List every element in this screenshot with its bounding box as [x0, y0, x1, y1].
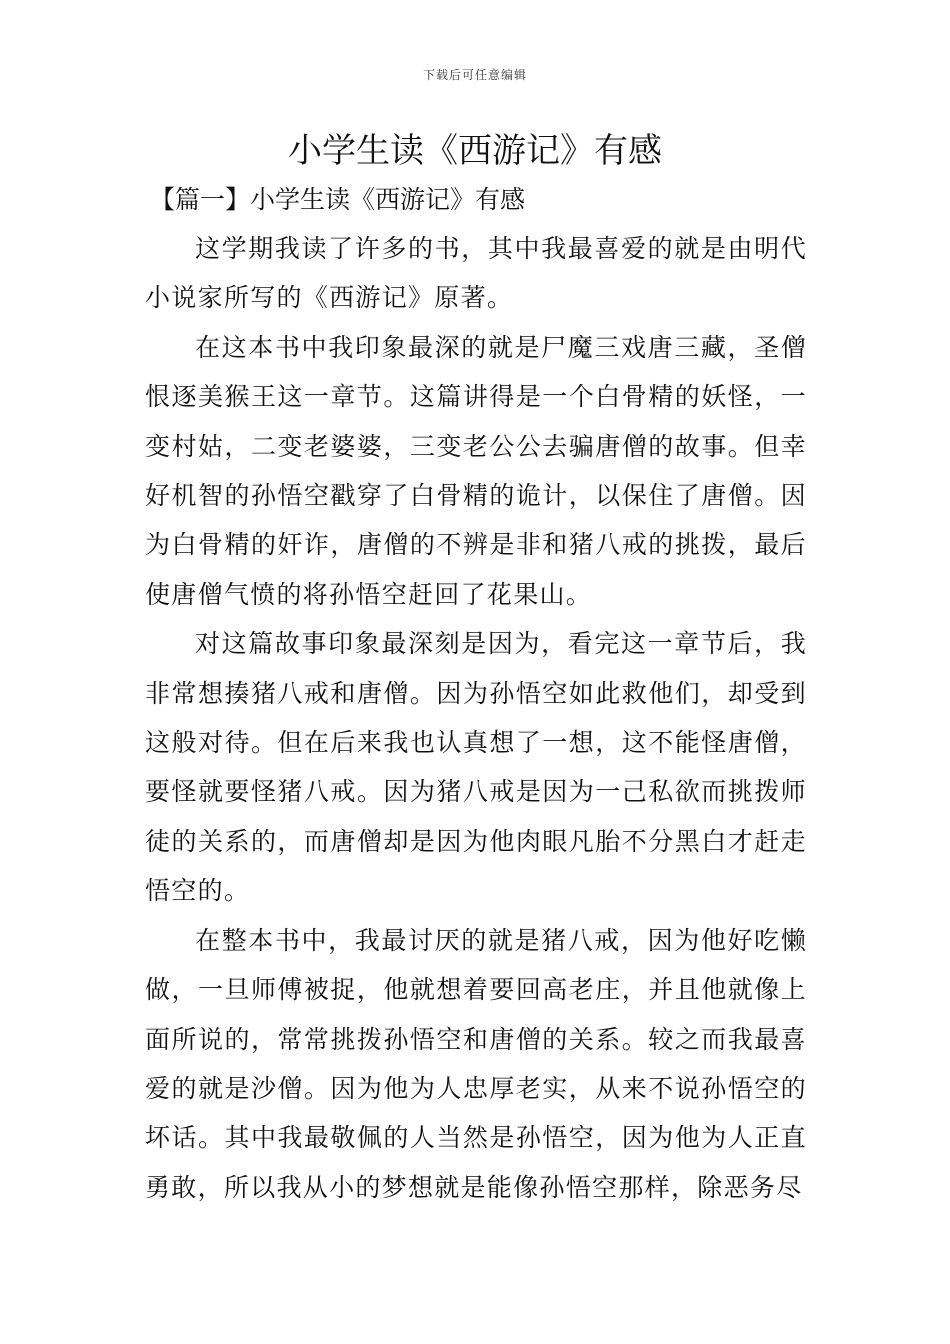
document-body [145, 224, 807, 1212]
paragraph-1: 这学期我读了许多的书，其中我最喜爱的就是由明代小说家所写的《西游记》原著。 [145, 234, 807, 313]
section-heading: 【篇一】小学生读《西游记》有感 [150, 185, 526, 214]
paragraph-4: 在整本书中，我最讨厌的就是猪八戒，因为他好吃懒做，一旦师傅被捉，他就想着要回高老庄，并且他就像上面所说的，常常挑拨孙悟空和唐僧的关系。较之而我最喜爱的就是沙僧。因为他为人忠厚老实，从来不说孙悟空的坏话。其中我最敬佩的人当然是孙悟空，因为他为人正直勇敢，所以我从小的梦想就是能像孙悟空那样，除恶务尽 [145, 925, 807, 1202]
page-header-note: 下载后可任意编辑 [422, 68, 527, 82]
paragraph-3: 对这篇故事印象最深刻是因为，看完这一章节后，我非常想揍猪八戒和唐僧。因为孙悟空如此救他们，却受到这般对待。但在后来我也认真想了一想，这不能怪唐僧，要怪就要怪猪八戒。因为猪八戒是因为一己私欲而挑拨师徒的关系的，而唐僧却是因为他肉眼凡胎不分黑白才赶走悟空的。 [145, 629, 807, 906]
document-title: 小学生读《西游记》有感 [288, 131, 662, 171]
paragraph-2: 在这本书中我印象最深的就是尸魔三戏唐三藏，圣僧恨逐美猴王这一章节。这篇讲得是一个白骨精的妖怪，一变村姑，二变老婆婆，三变老公公去骗唐僧的故事。但幸好机智的孙悟空戳穿了白骨精的诡计，以保住了唐僧。因为白骨精的奸诈，唐僧的不辨是非和猪八戒的挑拨，最后使唐僧气愤的将孙悟空赶回了花果山。 [145, 332, 807, 609]
